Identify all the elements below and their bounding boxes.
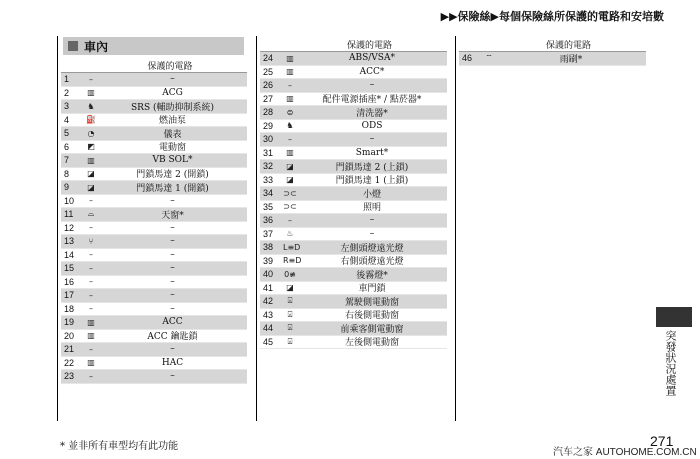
fuse-table-1	[61, 59, 247, 384]
circuit-label: –	[369, 134, 375, 145]
circuit-label: HAC	[161, 357, 184, 368]
fuse-number: 32	[263, 161, 274, 172]
circuit-label: Smart*	[355, 147, 389, 158]
blank-icon: –	[89, 74, 93, 84]
window-switch-icon: ⍓	[287, 323, 293, 333]
table-row	[260, 147, 447, 161]
circuit-label: 儀表	[163, 129, 182, 140]
table-row	[260, 187, 447, 201]
fuse-number: 8	[64, 168, 70, 179]
door-lock-icon: ◪	[286, 161, 294, 171]
fuse-number: 16	[64, 276, 75, 287]
fuse-number: 20	[64, 330, 75, 341]
table-row	[61, 195, 247, 209]
small-light-icon: ⊃⊂	[283, 188, 297, 198]
fuse-number: 40	[263, 269, 274, 280]
fuse-number: 10	[64, 195, 75, 206]
circuit-label: 天窗*	[161, 210, 184, 221]
table-header: 保護的電路	[61, 59, 247, 73]
table-row	[61, 289, 247, 303]
circuit-label: –	[170, 303, 175, 314]
fuse-box-icon: ▥	[87, 331, 95, 341]
fuse-box-icon: ▥	[87, 88, 95, 98]
fuse-number: 9	[64, 182, 70, 193]
table-row	[260, 106, 447, 120]
table-row	[61, 330, 247, 344]
table-row	[260, 228, 447, 242]
fuse-number: 36	[263, 215, 274, 226]
fuse-number: 13	[64, 236, 75, 247]
fuse-number: 24	[263, 53, 274, 64]
circuit-label: 照明	[362, 203, 381, 214]
blank-icon: –	[89, 250, 93, 260]
table-row	[260, 255, 447, 269]
fuse-column-2	[256, 36, 447, 421]
circuit-label: 門鎖馬達 1 (開鎖)	[136, 183, 209, 194]
circuit-label: 左側頭燈遠光燈	[340, 243, 404, 254]
blank-icon: –	[89, 223, 93, 233]
fuse-number: 3	[64, 101, 70, 112]
table-row	[61, 343, 247, 357]
blank-icon: –	[288, 134, 292, 144]
fuse-number: 6	[64, 141, 70, 152]
wiper-icon: ⌔	[485, 53, 493, 63]
door-lock-icon: ◪	[87, 169, 95, 179]
fuse-number: 23	[64, 371, 75, 382]
circuit-label: –	[170, 263, 175, 274]
side-tab-marker	[656, 307, 692, 327]
fuse-number: 12	[64, 222, 75, 233]
small-light-icon: ⊃⊂	[283, 202, 297, 212]
circuit-label: 右後側電動窗	[344, 311, 399, 322]
fuse-number: 31	[263, 147, 274, 158]
table-row	[61, 73, 247, 87]
circuit-label: 車門鎖	[358, 284, 386, 295]
table-row	[61, 316, 247, 330]
fuse-number: 27	[263, 93, 274, 104]
table-row	[61, 222, 247, 236]
fuse-number: 37	[263, 228, 274, 239]
fuse-number: 33	[263, 174, 274, 185]
door-lock-icon: ◪	[286, 175, 294, 185]
rear-fog-icon: 0≢	[284, 269, 296, 279]
fuse-number: 46	[462, 53, 473, 64]
table-row	[61, 303, 247, 317]
table-row	[260, 93, 447, 107]
table-row	[61, 114, 247, 128]
seat-icon: ⑂	[88, 236, 94, 246]
fuse-number: 11	[64, 209, 74, 220]
footnote: * 並非所有車型均有此功能	[60, 441, 179, 452]
fuse-number: 17	[64, 290, 75, 301]
fuse-number: 25	[263, 66, 274, 77]
blank-icon: –	[89, 304, 93, 314]
section-heading	[63, 37, 244, 55]
fuse-box-icon: ▥	[286, 148, 294, 158]
circuit-label: 駕駛側電動窗	[344, 297, 399, 308]
fuse-number: 15	[64, 263, 75, 274]
circuit-label: 前乘客側電動窗	[340, 324, 404, 335]
fuse-number: 14	[64, 249, 75, 260]
circuit-label: –	[170, 74, 175, 85]
circuit-label: –	[170, 371, 175, 382]
fuse-box-icon: ▥	[87, 155, 95, 165]
table-row	[260, 174, 447, 188]
fuse-number: 29	[263, 120, 274, 131]
fuse-number: 2	[64, 87, 70, 98]
circuit-label: –	[369, 215, 375, 226]
fuse-number: 35	[263, 201, 274, 212]
circuit-label: 燃油泵	[158, 116, 186, 127]
circuit-label: ACC*	[359, 66, 385, 77]
sunroof-icon: ⌓	[87, 209, 95, 219]
fuse-number: 21	[64, 344, 75, 355]
page-number: 271	[650, 433, 674, 449]
circuit-label: 門鎖馬達 2 (開鎖)	[136, 170, 209, 181]
circuit-label: 右側頭燈遠光燈	[340, 257, 404, 268]
blank-icon: –	[288, 215, 292, 225]
fuse-column-3	[455, 36, 646, 421]
table-row	[61, 141, 247, 155]
table-row	[61, 208, 247, 222]
washer-icon: ⊜	[286, 107, 294, 117]
table-row	[260, 336, 447, 350]
circuit-label: 左後側電動窗	[344, 338, 399, 349]
circuit-label: SRS (輔助抑制系統)	[131, 102, 214, 113]
seat-heater-icon: ♨	[286, 229, 294, 239]
blank-icon: –	[288, 80, 292, 90]
table-row	[260, 160, 447, 174]
circuit-label: 清洗器*	[356, 108, 388, 119]
fuse-table-2	[260, 38, 447, 349]
table-row	[61, 181, 247, 195]
fuse-number: 5	[64, 128, 70, 139]
right-headlight-icon: R≡D	[283, 256, 302, 266]
circuit-label: –	[170, 195, 175, 206]
circuit-label: VB SOL*	[152, 155, 193, 166]
circuit-label: 小燈	[362, 189, 381, 200]
door-lock-icon: ◪	[286, 283, 294, 293]
circuit-label: –	[170, 276, 175, 287]
circuit-label: ACC	[162, 317, 183, 328]
fuse-number: 41	[263, 282, 274, 293]
table-row	[260, 241, 447, 255]
circuit-label: ABS/VSA*	[349, 53, 395, 64]
table-row	[61, 370, 247, 384]
table-row	[61, 87, 247, 101]
fuse-box-icon: ▥	[87, 317, 95, 327]
fuse-number: 28	[263, 107, 274, 118]
fuse-number: 43	[263, 309, 274, 320]
fuse-column-1	[57, 36, 247, 421]
airbag-icon: ♞	[87, 101, 95, 111]
fuse-number: 18	[64, 303, 75, 314]
table-row	[260, 322, 447, 336]
circuit-label: –	[170, 222, 175, 233]
table-row	[61, 235, 247, 249]
circuit-label: 配件電源插座* / 點菸器*	[322, 95, 422, 106]
fuse-number: 30	[263, 134, 274, 145]
circuit-label: –	[170, 249, 175, 260]
table-row	[260, 309, 447, 323]
table-row	[459, 52, 646, 66]
fuel-pump-icon: ⛽	[86, 115, 96, 125]
fuse-number: 7	[64, 155, 70, 166]
table-row	[61, 262, 247, 276]
window-switch-icon: ⍓	[287, 309, 293, 319]
table-row	[260, 201, 447, 215]
circuit-label: 門鎖馬達 1 (上鎖)	[335, 176, 409, 187]
table-row	[61, 357, 247, 371]
table-row	[260, 52, 447, 66]
circuit-label: 電動窗	[158, 143, 186, 154]
page-header-title: ▶▶保險絲▶每個保險絲所保護的電路和安培數	[440, 10, 664, 23]
section-title: 車內	[84, 39, 109, 54]
power-window-icon: ◩	[87, 142, 95, 152]
table-row	[61, 127, 247, 141]
circuit-label: ODS	[361, 120, 383, 131]
blank-icon: –	[89, 371, 93, 381]
fuse-number: 44	[263, 323, 274, 334]
table-row	[260, 133, 447, 147]
window-switch-icon: ⍓	[287, 296, 293, 306]
table-header: 保護的電路	[459, 38, 646, 52]
fuse-number: 34	[263, 188, 274, 199]
table-row	[260, 66, 447, 80]
fuse-number: 26	[263, 80, 274, 91]
circuit-label: 門鎖馬達 2 (上鎖)	[335, 162, 409, 173]
table-row	[260, 268, 447, 282]
door-lock-icon: ◪	[87, 182, 95, 192]
side-section-label: 突發狀況處置	[664, 330, 677, 396]
left-headlight-icon: L≡D	[283, 242, 301, 252]
circuit-label: ACG	[162, 87, 183, 98]
fuse-table-3	[459, 38, 646, 66]
gauge-icon: ◔	[87, 128, 95, 138]
fuse-number: 38	[263, 242, 274, 253]
fuse-number: 42	[263, 296, 274, 307]
table-row	[260, 79, 447, 93]
fuse-number: 19	[64, 317, 75, 328]
fuse-number: 45	[263, 336, 274, 347]
fuse-number: 1	[64, 74, 70, 85]
fuse-box-icon: ▥	[87, 358, 95, 368]
circuit-label: –	[369, 228, 375, 239]
blank-icon: –	[89, 344, 93, 354]
table-row	[61, 154, 247, 168]
blank-icon: –	[89, 290, 93, 300]
window-switch-icon: ⍓	[287, 336, 293, 346]
circuit-label: –	[170, 290, 175, 301]
circuit-label: –	[170, 236, 175, 247]
blank-icon: –	[89, 196, 93, 206]
fuse-number: 4	[64, 114, 70, 125]
watermark: 汽车之家 AUTOHOME.COM.CN	[553, 447, 697, 458]
fuse-box-icon: ▥	[286, 53, 294, 63]
table-header: 保護的電路	[260, 38, 447, 52]
table-row	[61, 168, 247, 182]
table-row	[260, 120, 447, 134]
fuse-number: 39	[263, 255, 274, 266]
blank-icon: –	[89, 263, 93, 273]
circuit-label: –	[170, 344, 175, 355]
fuse-number: 22	[64, 357, 75, 368]
fuse-box-icon: ▥	[286, 94, 294, 104]
table-row	[61, 100, 247, 114]
circuit-label: 雨刷*	[559, 54, 583, 65]
table-row	[260, 295, 447, 309]
section-marker-icon	[68, 41, 78, 51]
fuse-box-icon: ▥	[286, 67, 294, 77]
table-row	[260, 214, 447, 228]
blank-icon: –	[89, 277, 93, 287]
circuit-label: –	[369, 80, 375, 91]
circuit-label: 後霧燈*	[356, 270, 388, 281]
circuit-label: ACC 鑰匙鎖	[147, 332, 198, 343]
table-row	[260, 282, 447, 296]
table-row	[61, 276, 247, 290]
airbag-icon: ♞	[286, 121, 294, 131]
table-row	[61, 249, 247, 263]
